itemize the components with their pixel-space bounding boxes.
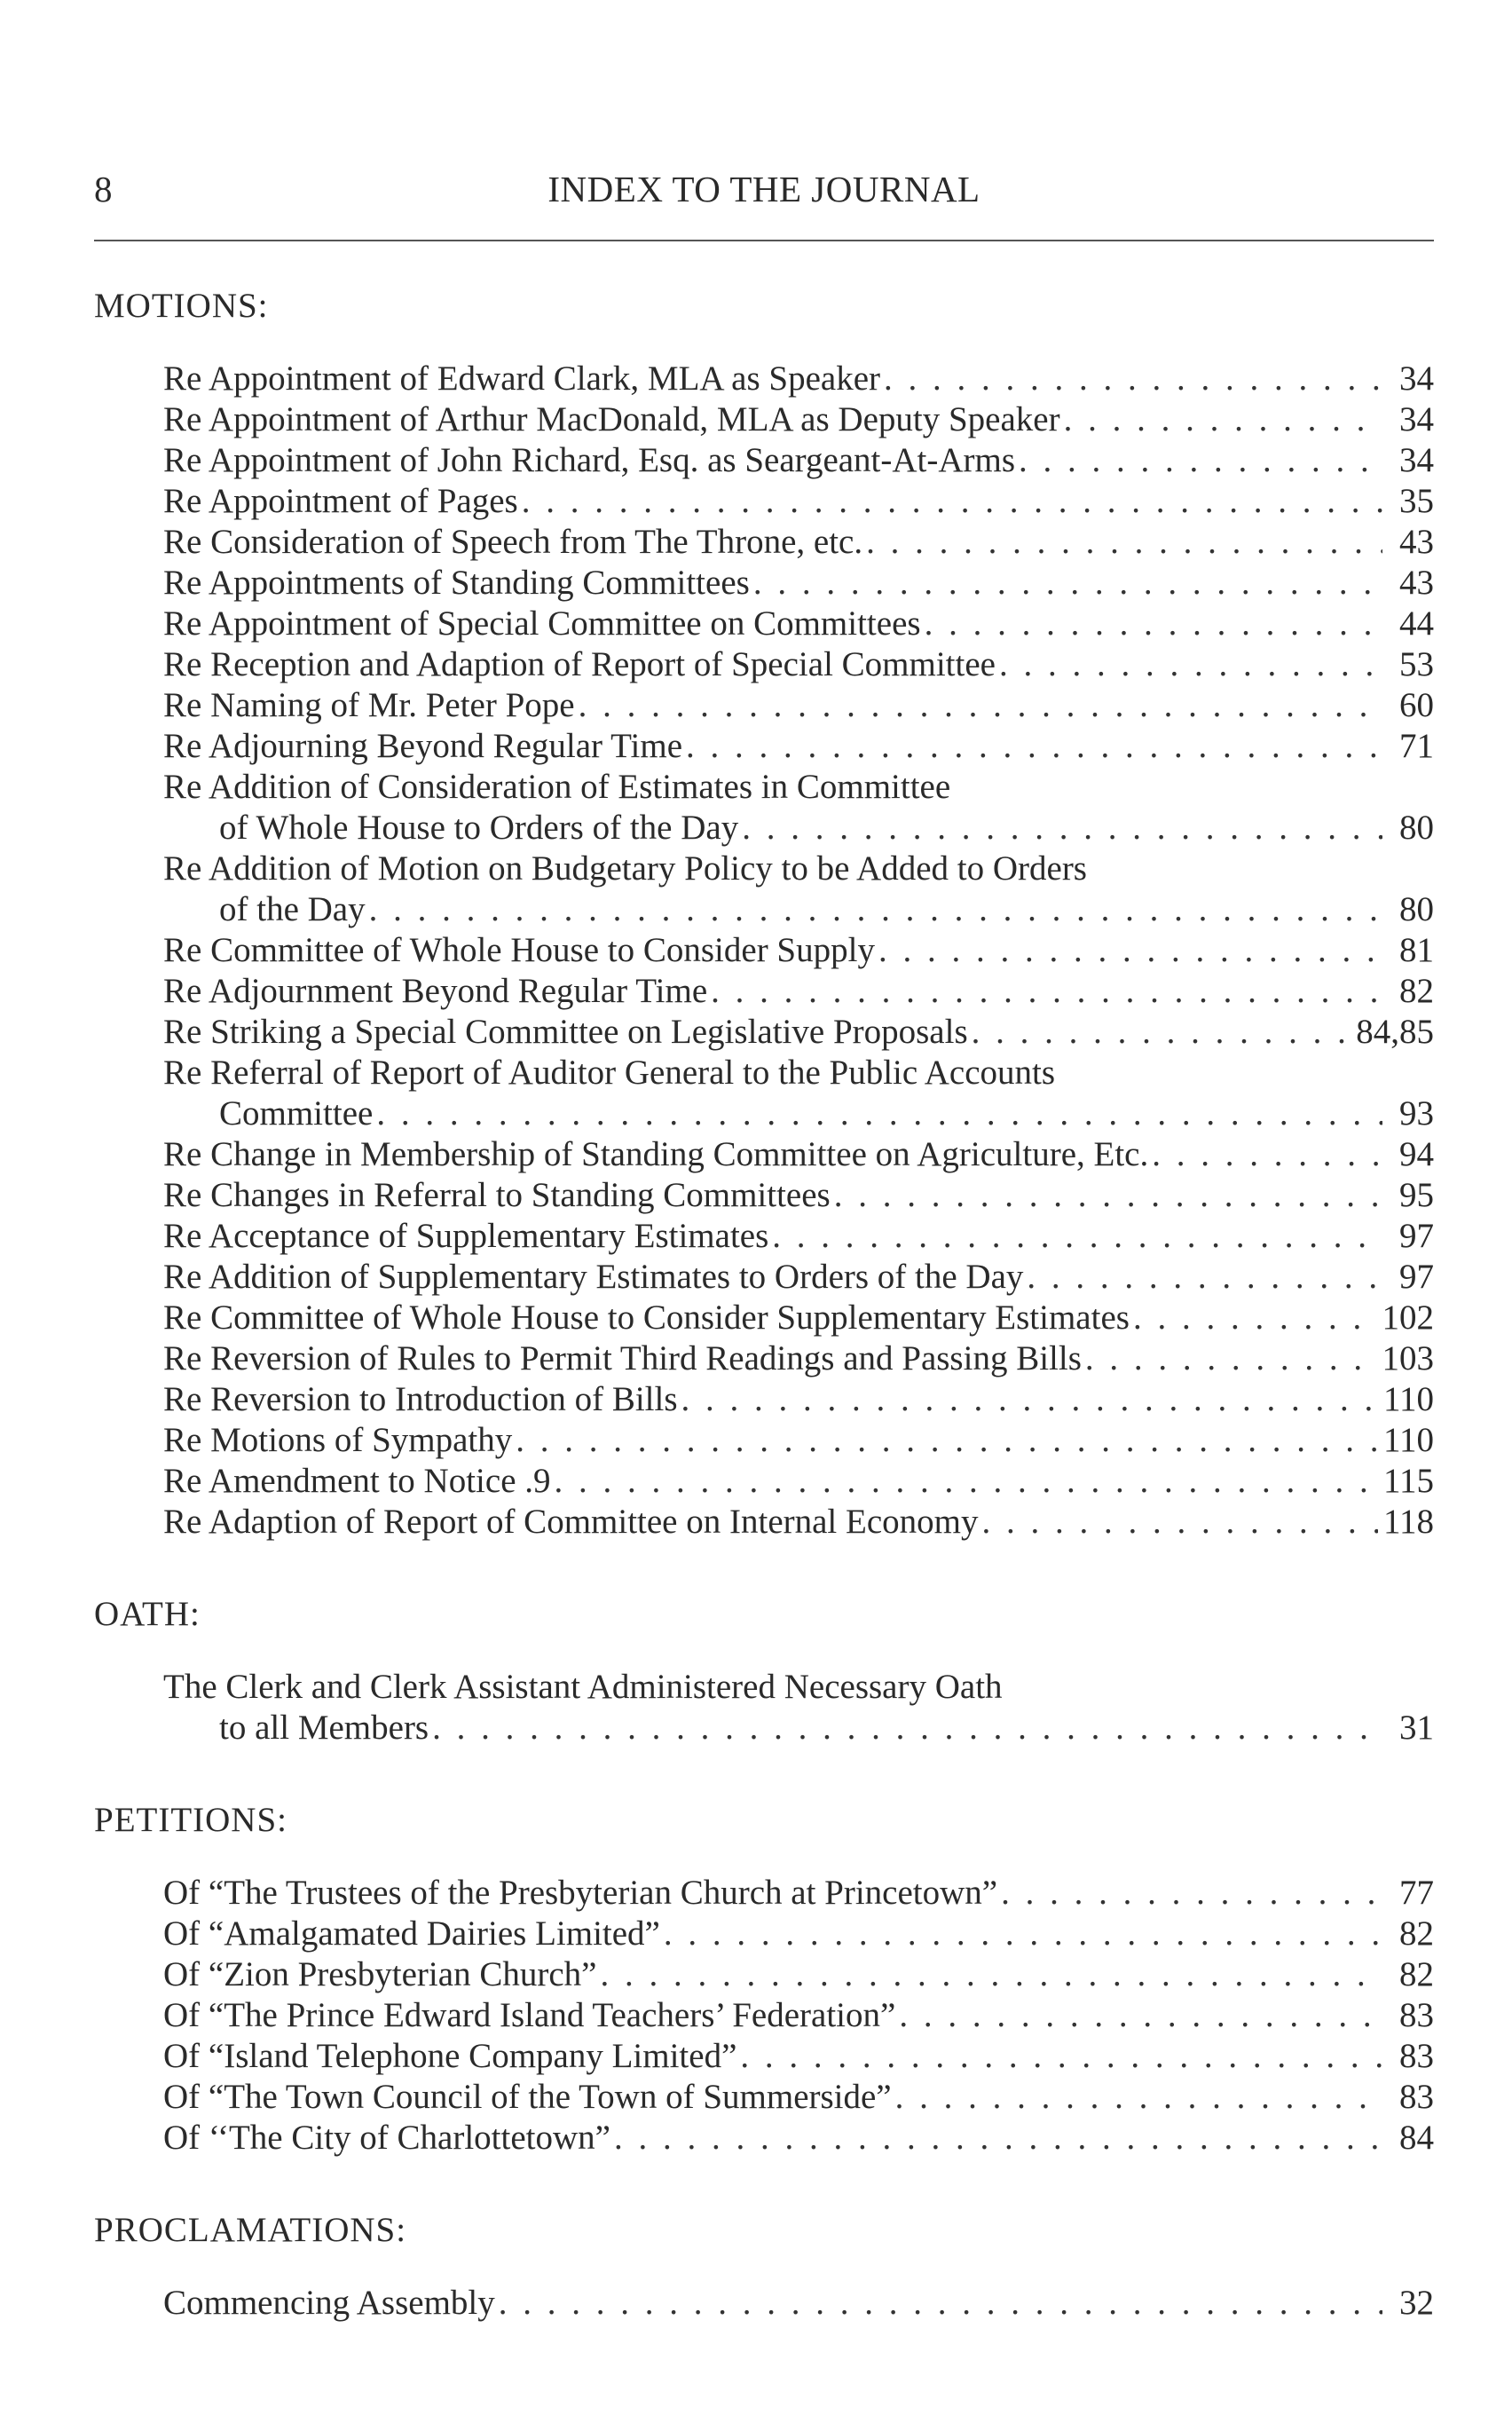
- dot-leader: [1064, 399, 1382, 440]
- entry-text: Re Change in Membership of Standing Committee on Agriculture, Etc.: [163, 1135, 1149, 1173]
- index-entry: [94, 644, 1434, 685]
- dot-leader: [432, 1708, 1382, 1748]
- page-reference: 84: [1399, 2119, 1434, 2157]
- dot-leader: [516, 1420, 1378, 1461]
- entry-leader-line: [163, 2036, 1434, 2077]
- page-reference: 60: [1399, 686, 1434, 724]
- page-reference: 43: [1399, 523, 1434, 561]
- index-entry: [94, 1461, 1434, 1502]
- index-entry: [94, 1954, 1434, 1995]
- dot-leader: [1133, 1298, 1377, 1338]
- section-heading: PETITIONS:: [94, 1801, 287, 1839]
- index-entry: [94, 1257, 1434, 1298]
- page-reference: 82: [1399, 1914, 1434, 1953]
- index-entry: [94, 1914, 1434, 1954]
- index-entry: [94, 2077, 1434, 2118]
- entry-leader-line: [163, 563, 1434, 604]
- index-entry: [94, 1338, 1434, 1379]
- entry-text: Re Appointment of Special Committee on Committees: [163, 604, 921, 643]
- dot-leader: [499, 2283, 1382, 2324]
- index-section: [94, 286, 1434, 1543]
- entry-text: Of “The Town Council of the Town of Summerside”: [163, 2078, 892, 2116]
- index-section: [94, 1594, 1434, 1748]
- running-head: [94, 167, 1434, 211]
- index-section: [94, 2210, 1434, 2324]
- dot-leader: [686, 726, 1382, 767]
- entry-text: Of ‘‘The City of Charlottetown”: [163, 2119, 610, 2157]
- entry-leader-line: [163, 359, 1434, 399]
- page-reference: 83: [1399, 2037, 1434, 2075]
- page-reference: 31: [1399, 1709, 1434, 1747]
- index-entry: [94, 767, 1434, 848]
- entry-leader-line: [163, 2118, 1434, 2159]
- entry-text: Of “The Trustees of the Presbyterian Church at Princetown”: [163, 1874, 998, 1912]
- entry-leader-line: [163, 1995, 1434, 2036]
- index-entry: [94, 1134, 1434, 1175]
- entry-leader-line: [163, 1873, 1434, 1914]
- entry-text: Re Addition of Supplementary Estimates to Orders of the Day: [163, 1258, 1024, 1296]
- dot-leader: [555, 1461, 1378, 1502]
- header-rule: [94, 240, 1434, 241]
- entry-leader-line: [163, 1257, 1434, 1298]
- entry-leader-line: [163, 1461, 1434, 1502]
- entry-text: Re Reversion of Rules to Permit Third Readings and Passing Bills: [163, 1339, 1082, 1377]
- index-entry: [94, 2283, 1434, 2324]
- dot-leader: [600, 1954, 1382, 1995]
- entry-text-line: The Clerk and Clerk Assistant Administered Necessary Oath: [163, 1668, 1003, 1706]
- dot-leader: [981, 1502, 1377, 1543]
- index-entry: [94, 522, 1434, 563]
- index-entry: [94, 1012, 1434, 1053]
- entry-text: Re Appointment of John Richard, Esq. as Seargeant-At-Arms: [163, 441, 1016, 479]
- dot-leader: [895, 2077, 1382, 2118]
- entry-leader-line: [163, 644, 1434, 685]
- dot-leader: [878, 930, 1382, 971]
- entry-text: Re Appointment of Arthur MacDonald, MLA as Deputy Speaker: [163, 400, 1060, 438]
- page-reference: 32: [1399, 2284, 1434, 2322]
- dot-leader: [740, 2036, 1382, 2077]
- dot-leader: [579, 685, 1382, 726]
- page-number: 8: [94, 169, 113, 209]
- page-reference: 115: [1382, 1462, 1434, 1500]
- entry-text: Re Appointment of Edward Clark, MLA as Speaker: [163, 359, 881, 398]
- entry-text: Of “The Prince Edward Island Teachers’ Federation”: [163, 1996, 896, 2034]
- page-reference: 110: [1382, 1380, 1434, 1418]
- dot-leader: [1085, 1338, 1377, 1379]
- index-entry: [94, 1379, 1434, 1420]
- index-entry: [94, 604, 1434, 644]
- index-entry: [94, 1873, 1434, 1914]
- dot-leader: [925, 604, 1382, 644]
- dot-leader: [711, 971, 1382, 1012]
- page-reference: 102: [1382, 1298, 1434, 1337]
- entry-leader-line: [163, 2283, 1434, 2324]
- entry-text: of the Day: [219, 890, 366, 928]
- entry-leader-line: [163, 522, 1434, 563]
- dot-leader: [1019, 440, 1382, 481]
- dot-leader: [369, 889, 1382, 930]
- page-reference: 44: [1399, 604, 1434, 643]
- dot-leader: [376, 1093, 1382, 1134]
- entry-text-line: Re Addition of Motion on Budgetary Policy to be Added to Orders: [163, 849, 1087, 888]
- entry-text-line: Re Addition of Consideration of Estimates in Committee: [163, 768, 951, 806]
- entry-text: Re Committee of Whole House to Consider Supplementary Estimates: [163, 1298, 1130, 1337]
- entry-text: Of “Zion Presbyterian Church”: [163, 1955, 597, 1993]
- index-entry: [94, 399, 1434, 440]
- dot-leader: [753, 563, 1382, 604]
- entry-leader-line: [163, 1093, 1434, 1134]
- entry-text: Re Naming of Mr. Peter Pope: [163, 686, 575, 724]
- entry-text: Re Appointment of Pages: [163, 482, 518, 520]
- page-reference: 80: [1399, 809, 1434, 847]
- entry-leader-line: [163, 399, 1434, 440]
- page-reference: 53: [1399, 645, 1434, 683]
- entry-leader-line: [163, 889, 1434, 930]
- entry-leader-line: [163, 604, 1434, 644]
- page-reference: 83: [1399, 1996, 1434, 2034]
- index-entry: [94, 1420, 1434, 1461]
- page-reference: 80: [1399, 890, 1434, 928]
- entry-text: Re Acceptance of Supplementary Estimates: [163, 1217, 769, 1255]
- entry-text: of Whole House to Orders of the Day: [219, 809, 739, 847]
- entry-text: Re Reversion to Introduction of Bills: [163, 1380, 678, 1418]
- page-reference: 94: [1399, 1135, 1434, 1173]
- entry-text: Of “Amalgamated Dairies Limited”: [163, 1914, 660, 1953]
- entry-text: Commencing Assembly: [163, 2284, 495, 2322]
- section-heading: OATH:: [94, 1595, 201, 1633]
- entry-leader-line: [163, 2077, 1434, 2118]
- index-entry: [94, 726, 1434, 767]
- dot-leader: [664, 1914, 1382, 1954]
- index-entry: [94, 481, 1434, 522]
- entry-leader-line: [163, 1379, 1434, 1420]
- entry-text: Re Adjournment Beyond Regular Time: [163, 972, 708, 1010]
- page-reference: 95: [1399, 1176, 1434, 1214]
- page-reference: 83: [1399, 2078, 1434, 2116]
- entry-text-line: Re Referral of Report of Auditor General to the Public Accounts: [163, 1054, 1056, 1092]
- entry-leader-line: [163, 808, 1434, 848]
- page-reference: 118: [1382, 1503, 1434, 1541]
- entry-leader-line: [163, 1216, 1434, 1257]
- index-content: [94, 286, 1434, 2375]
- dot-leader: [899, 1995, 1382, 2036]
- dot-leader: [772, 1216, 1382, 1257]
- entry-leader-line: [163, 1708, 1434, 1748]
- dot-leader: [1152, 1134, 1382, 1175]
- entry-leader-line: [163, 1914, 1434, 1954]
- entry-text: Re Changes in Referral to Standing Committees: [163, 1176, 831, 1214]
- dot-leader: [742, 808, 1382, 848]
- index-entry: [94, 2118, 1434, 2159]
- entry-text: Re Adaption of Report of Committee on Internal Economy: [163, 1503, 979, 1541]
- page-reference: 93: [1399, 1094, 1434, 1133]
- page-reference: 35: [1399, 482, 1434, 520]
- page-reference: 110: [1382, 1421, 1434, 1459]
- index-entry: [94, 1298, 1434, 1338]
- entry-text: Re Adjourning Beyond Regular Time: [163, 727, 682, 765]
- entry-text: Re Appointments of Standing Committees: [163, 564, 750, 602]
- index-entry: [94, 848, 1434, 930]
- index-entry: [94, 930, 1434, 971]
- index-entry: [94, 1502, 1434, 1543]
- index-entry: [94, 359, 1434, 399]
- index-entry: [94, 1995, 1434, 2036]
- dot-leader: [1027, 1257, 1382, 1298]
- entry-leader-line: [163, 726, 1434, 767]
- entry-leader-line: [163, 481, 1434, 522]
- entry-leader-line: [163, 930, 1434, 971]
- page-reference: 34: [1399, 400, 1434, 438]
- page-reference: 71: [1399, 727, 1434, 765]
- dot-leader: [884, 359, 1382, 399]
- index-entry: [94, 1667, 1434, 1748]
- dot-leader: [522, 481, 1382, 522]
- entry-text: Re Striking a Special Committee on Legislative Proposals: [163, 1013, 968, 1051]
- entry-leader-line: [163, 1420, 1434, 1461]
- entry-leader-line: [163, 1954, 1434, 1995]
- index-entry: [94, 685, 1434, 726]
- entry-leader-line: [163, 1012, 1434, 1053]
- page-reference: 34: [1399, 359, 1434, 398]
- index-entry: [94, 1053, 1434, 1134]
- entry-leader-line: [163, 685, 1434, 726]
- page-title: INDEX TO THE JOURNAL: [547, 169, 980, 209]
- entry-text: Re Committee of Whole House to Consider Supply: [163, 931, 875, 969]
- entry-leader-line: [163, 971, 1434, 1012]
- entry-text: Re Consideration of Speech from The Throne, etc.: [163, 523, 863, 561]
- dot-leader: [999, 644, 1382, 685]
- dot-leader: [972, 1012, 1351, 1053]
- dot-leader: [834, 1175, 1382, 1216]
- page-reference: 77: [1399, 1874, 1434, 1912]
- page-reference: 34: [1399, 441, 1434, 479]
- index-entry: [94, 971, 1434, 1012]
- entry-text: Re Motions of Sympathy: [163, 1421, 513, 1459]
- entry-text: Re Reception and Adaption of Report of Special Committee: [163, 645, 996, 683]
- page-reference: 97: [1399, 1217, 1434, 1255]
- entry-leader-line: [163, 1338, 1434, 1379]
- index-entry: [94, 2036, 1434, 2077]
- entry-text: to all Members: [219, 1709, 429, 1747]
- index-entry: [94, 440, 1434, 481]
- dot-leader: [681, 1379, 1378, 1420]
- page-reference: 103: [1382, 1339, 1434, 1377]
- page-reference: 82: [1399, 1955, 1434, 1993]
- dot-leader: [1001, 1873, 1382, 1914]
- index-entry: [94, 1175, 1434, 1216]
- entry-text: Of “Island Telephone Company Limited”: [163, 2037, 737, 2075]
- dot-leader: [866, 522, 1382, 563]
- entry-leader-line: [163, 440, 1434, 481]
- entry-text: Committee: [219, 1094, 374, 1133]
- entry-leader-line: [163, 1134, 1434, 1175]
- entry-leader-line: [163, 1298, 1434, 1338]
- section-heading: MOTIONS:: [94, 287, 269, 325]
- page-reference: 84,85: [1356, 1013, 1434, 1051]
- dot-leader: [614, 2118, 1382, 2159]
- page-reference: 97: [1399, 1258, 1434, 1296]
- entry-leader-line: [163, 1175, 1434, 1216]
- entry-text: Re Amendment to Notice .9: [163, 1462, 551, 1500]
- entry-leader-line: [163, 1502, 1434, 1543]
- index-entry: [94, 1216, 1434, 1257]
- page-reference: 82: [1399, 972, 1434, 1010]
- page-reference: 43: [1399, 564, 1434, 602]
- page-reference: 81: [1399, 931, 1434, 969]
- section-heading: PROCLAMATIONS:: [94, 2211, 407, 2249]
- index-section: [94, 1800, 1434, 2159]
- index-entry: [94, 563, 1434, 604]
